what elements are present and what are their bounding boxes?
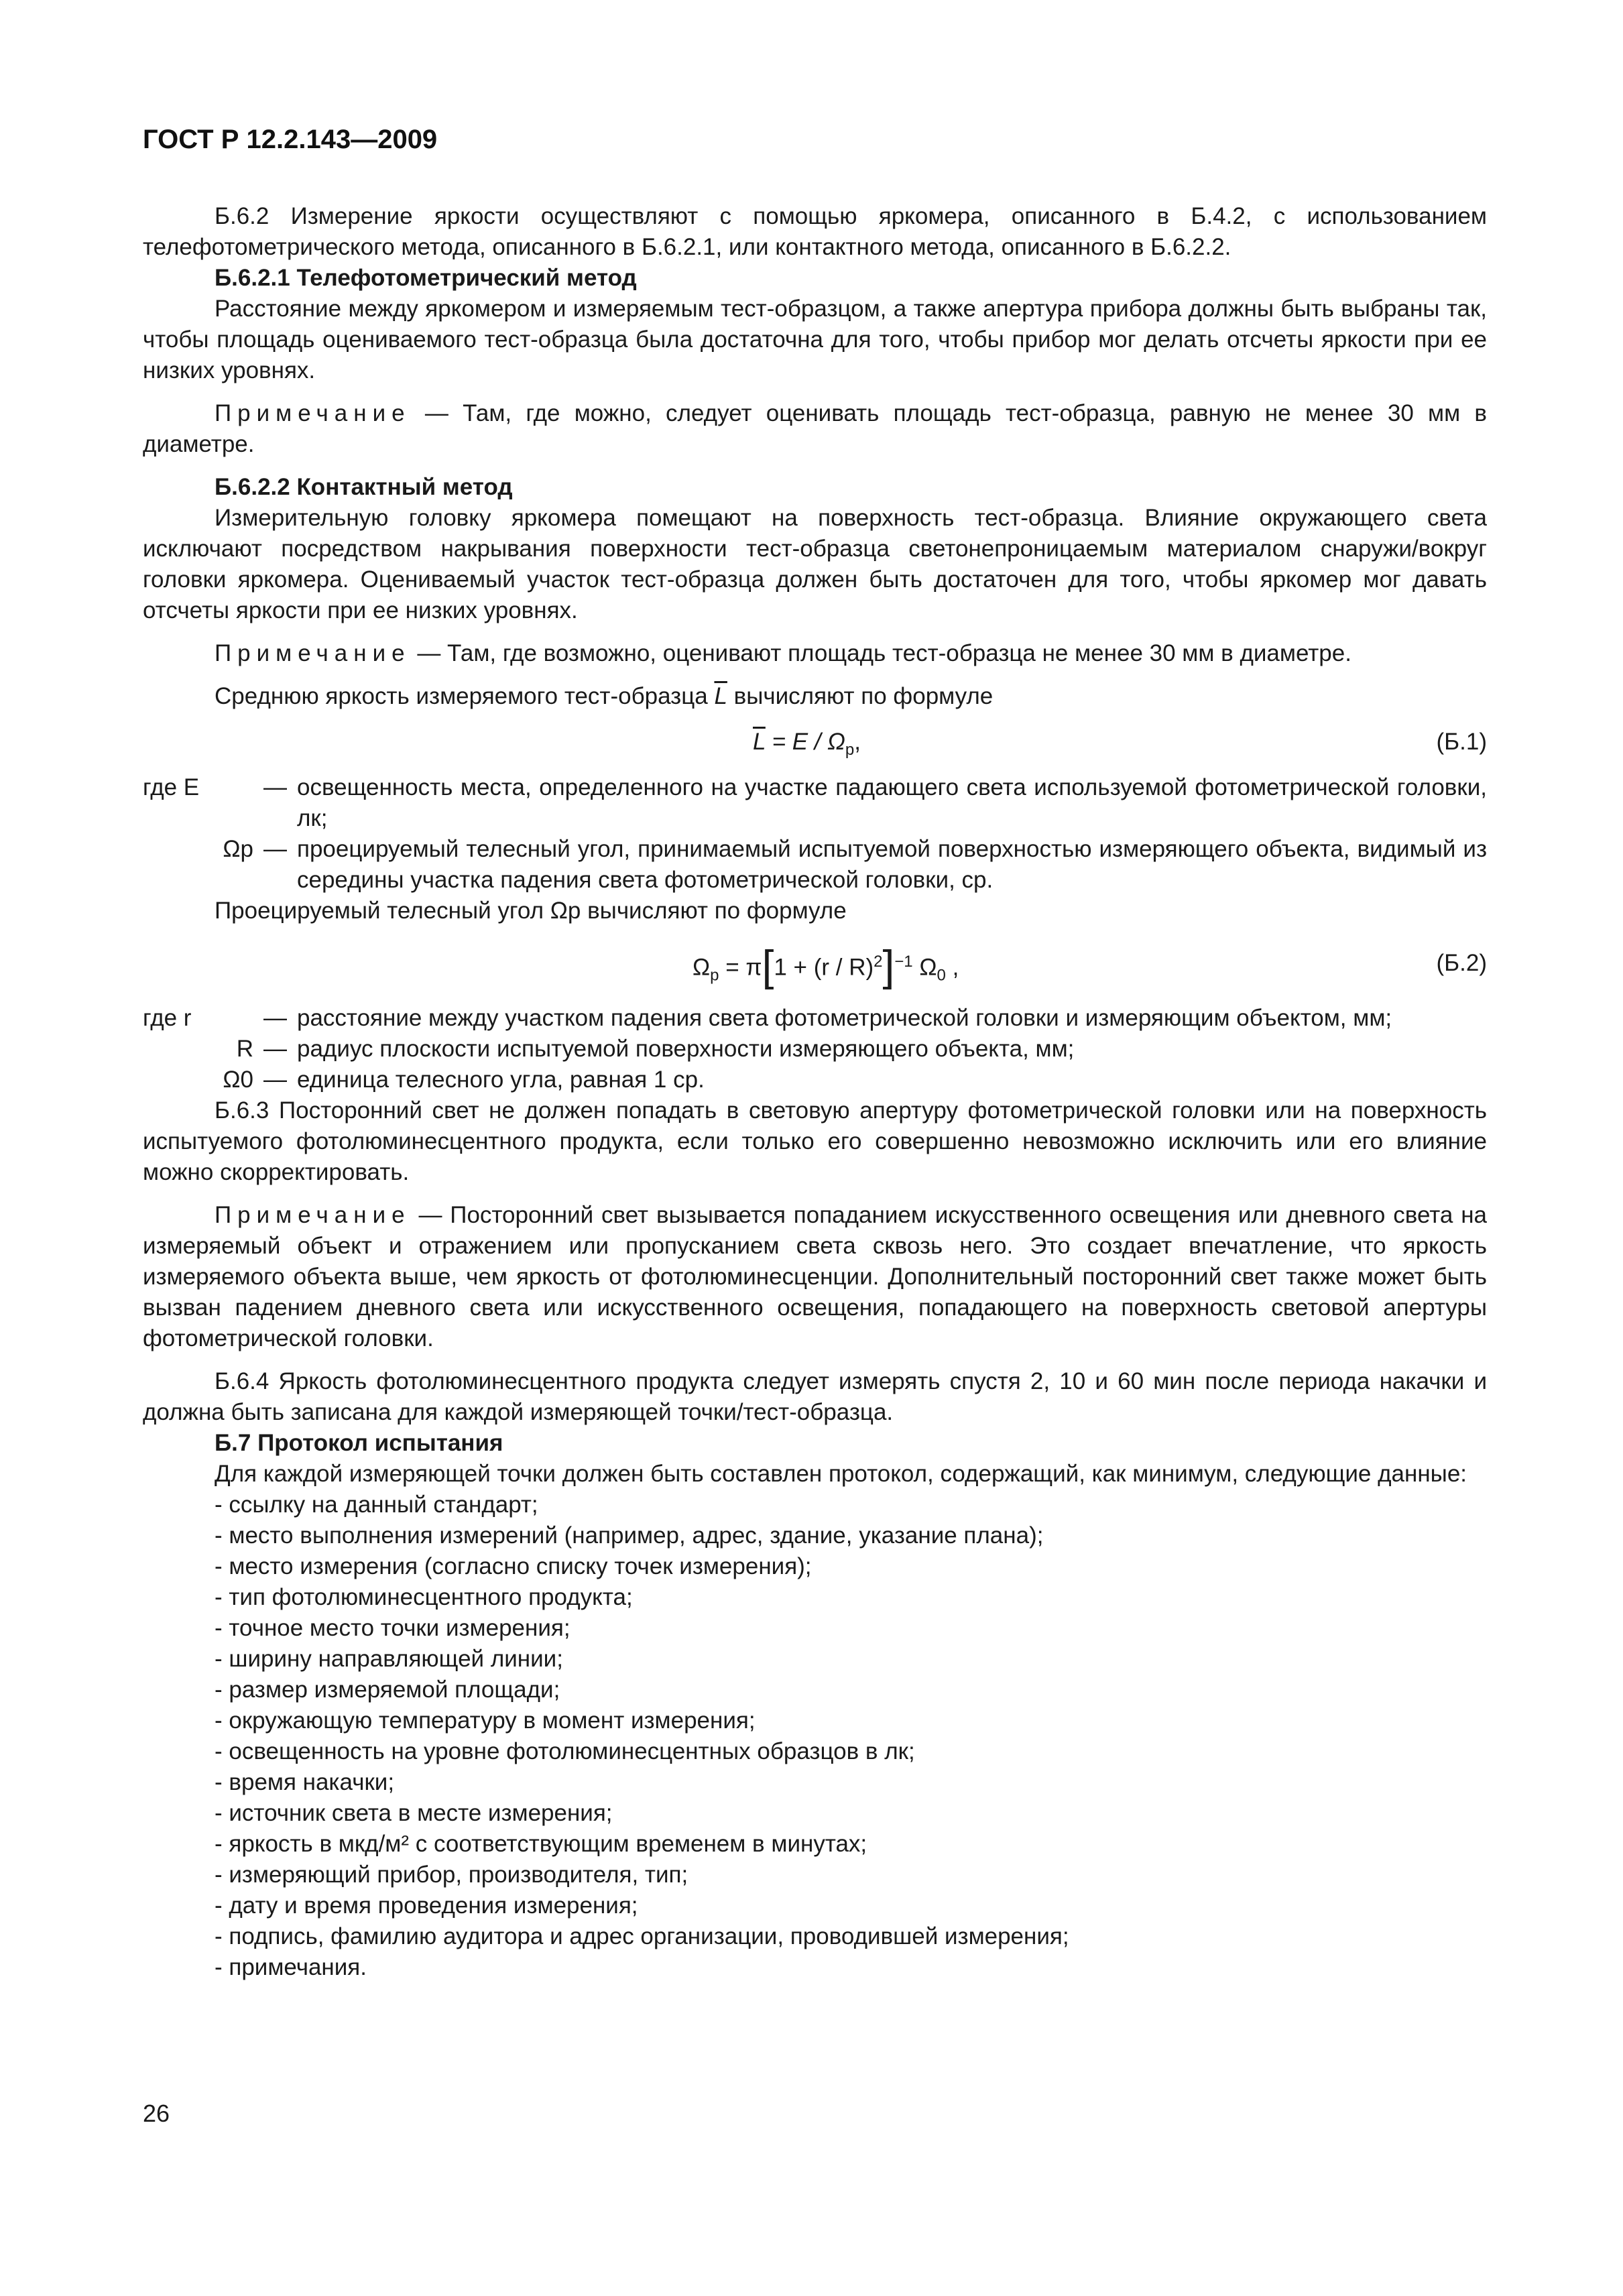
paragraph-projected-angle: Проецируемый телесный угол Ωp вычисляют по формуле xyxy=(215,898,847,924)
paragraph-b64: Б.6.4 Яркость фотолюминесцентного продукта следует измерять спустя 2, 10 и 60 мин после периода накачки и должна быть записана для каждой измеряющей точки/тест-образца. xyxy=(143,1368,1487,1425)
definition-description: расстояние между участком падения света фотометрической головки и измеряющим объектом, мм; xyxy=(297,1005,1392,1031)
note-3 xyxy=(143,1200,1487,1354)
definition-row xyxy=(143,834,1487,896)
note-text: — Там, где можно, следует оценивать площадь тест-образца, равную не менее 30 мм в диаметре. xyxy=(143,400,1487,457)
note-text: — Там, где возможно, оценивают площадь тест-образца не менее 30 мм в диаметре. xyxy=(410,640,1351,666)
note-label: Примечание xyxy=(215,1202,411,1228)
list-item: - время накачки; xyxy=(215,1769,395,1795)
list-item: - ссылку на данный стандарт; xyxy=(215,1492,538,1518)
list-item: - место измерения (согласно списку точек измерения); xyxy=(215,1553,812,1579)
note-label: Примечание xyxy=(215,640,411,666)
document-body xyxy=(143,201,1487,1983)
definition-term: Ω0 xyxy=(223,1067,253,1093)
definition-description: освещенность места, определенного на участке падающего света используемой фотометрической головки, лк; xyxy=(297,774,1487,831)
definition-dash: — xyxy=(263,1005,287,1031)
formula-b2 xyxy=(143,936,1487,996)
list-item: - измеряющий прибор, производителя, тип; xyxy=(215,1862,688,1888)
left-bracket: [ xyxy=(762,941,774,990)
list-item: - ширину направляющей линии; xyxy=(215,1646,563,1672)
definition-row xyxy=(143,1034,1487,1065)
definition-description: проецируемый телесный угол, принимаемый испытуемой поверхностью измеряющего объекта, видимый из середины участка падения света фотометрической головки, ср. xyxy=(297,836,1487,893)
formula-b1 xyxy=(143,719,1487,766)
formula-lhs: Ω xyxy=(693,954,711,981)
note-text: — Посторонний свет вызывается попаданием искусственного освещения или дневного света на измеряемый объект и отражением или пропусканием света сквозь него. Это создает впечатление, что яркость измеряемого объекта выше, чем яркость от фотолюминесценции. Дополнительный посторонний свет также может быть вызван падением дневного света или искусственного освещения, попадающего на поверхность световой апертуры фотометрической головки. xyxy=(143,1202,1487,1351)
definition-dash: — xyxy=(263,836,287,862)
list-item: - место выполнения измерений (например, адрес, здание, указание плана); xyxy=(215,1522,1044,1549)
heading-b7: Б.7 Протокол испытания xyxy=(215,1430,503,1456)
definition-dash: — xyxy=(263,1036,287,1062)
definitions-b2 xyxy=(143,1003,1487,1095)
paragraph-b63: Б.6.3 Посторонний свет не должен попадать в световую апертуру фотометрической головки или на поверхность испытуемого фотолюминесцентного продукта, если только его совершенно невозможно исключить или его влияние можно скорректировать. xyxy=(143,1097,1487,1185)
list-item: - освещенность на уровне фотолюминесцентных образцов в лк; xyxy=(215,1738,915,1764)
paragraph-b621: Расстояние между яркомером и измеряемым тест-образцом, а также апертура прибора должны быть выбраны так, чтобы площадь оцениваемого тест-образца была достаточна для того, чтобы прибор мог делать отсчеты яркости при ее низких уровнях. xyxy=(143,296,1487,383)
note-1 xyxy=(143,398,1487,460)
definition-dash: — xyxy=(263,1067,287,1093)
definition-description: радиус плоскости испытуемой поверхности измеряющего объекта, мм; xyxy=(297,1036,1075,1062)
formula-eq: = π xyxy=(719,954,762,981)
definition-row xyxy=(143,1065,1487,1095)
text-run: Среднюю яркость измеряемого тест-образца xyxy=(215,683,715,709)
formula-tail: , xyxy=(945,954,959,981)
heading-b622: Б.6.2.2 Контактный метод xyxy=(215,474,513,500)
formula-omega: Ω xyxy=(912,954,937,981)
formula-subscript: 0 xyxy=(937,966,946,985)
formula-rhs: = E / Ω xyxy=(765,729,845,755)
definition-row xyxy=(143,772,1487,834)
list-item: - яркость в мкд/м² с соответствующим временем в минутах; xyxy=(215,1831,867,1857)
formula-b1-number: (Б.1) xyxy=(1436,729,1487,755)
list-item: - подпись, фамилию аудитора и адрес организации, проводившей измерения; xyxy=(215,1923,1069,1949)
definition-term: где E xyxy=(143,774,200,800)
list-item: - окружающую температуру в момент измерения; xyxy=(215,1707,756,1734)
formula-subscript: p xyxy=(710,966,719,985)
definition-term: где r xyxy=(143,1005,192,1031)
list-item: - примечания. xyxy=(215,1954,367,1980)
note-2 xyxy=(143,638,1487,669)
formula-lhs: $\overline{L}$ xyxy=(753,729,766,755)
definition-term: R xyxy=(236,1036,253,1062)
text-run: вычисляют по формуле xyxy=(727,683,994,709)
definition-row xyxy=(143,1003,1487,1034)
paragraph-b7: Для каждой измеряющей точки должен быть составлен протокол, содержащий, как минимум, следующие данные: xyxy=(215,1461,1467,1487)
paragraph-b62: Б.6.2 Измерение яркости осуществляют с помощью яркомера, описанного в Б.4.2, с использованием телефотометрического метода, описанного в Б.6.2.1, или контактного метода, описанного в Б.6.2.2. xyxy=(143,203,1487,260)
list-item: - дату и время проведения измерения; xyxy=(215,1892,638,1919)
formula-tail: , xyxy=(854,729,861,755)
protocol-list xyxy=(143,1490,1487,1983)
paragraph-mean-brightness xyxy=(143,681,1487,712)
definition-description: единица телесного угла, равная 1 ср. xyxy=(297,1067,705,1093)
definition-dash: — xyxy=(263,774,287,800)
formula-b2-expression xyxy=(693,941,959,991)
list-item: - источник света в месте измерения; xyxy=(215,1800,613,1826)
symbol-l-bar: $\overline{L}$ xyxy=(714,683,727,709)
formula-superscript: −1 xyxy=(894,953,913,971)
list-item: - тип фотолюминесцентного продукта; xyxy=(215,1584,633,1610)
paragraph-b622: Измерительную головку яркомера помещают на поверхность тест-образца. Влияние окружающего света исключают посредством накрывания поверхности тест-образца светонепроницаемым материалом снаружи/вокруг головки яркомера. Оцениваемый участок тест-образца должен быть достаточен для того, чтобы яркомер мог давать отсчеты яркости при ее низких уровнях. xyxy=(143,505,1487,623)
formula-b2-number: (Б.2) xyxy=(1436,950,1487,976)
formula-superscript: 2 xyxy=(874,953,883,971)
formula-subscript: p xyxy=(845,741,855,759)
definitions-b1 xyxy=(143,772,1487,896)
formula-inner: 1 + (r / R) xyxy=(774,954,874,981)
page-number: 26 xyxy=(143,2100,170,2127)
list-item: - точное место точки измерения; xyxy=(215,1615,570,1641)
formula-b1-expression xyxy=(753,727,861,766)
list-item: - размер измеряемой площади; xyxy=(215,1677,560,1703)
document-header: ГОСТ Р 12.2.143—2009 xyxy=(143,125,438,154)
definition-term: Ωp xyxy=(223,836,253,862)
note-label: Примечание xyxy=(215,400,411,426)
right-bracket: ] xyxy=(882,941,895,990)
heading-b621: Б.6.2.1 Телефотометрический метод xyxy=(215,265,637,291)
